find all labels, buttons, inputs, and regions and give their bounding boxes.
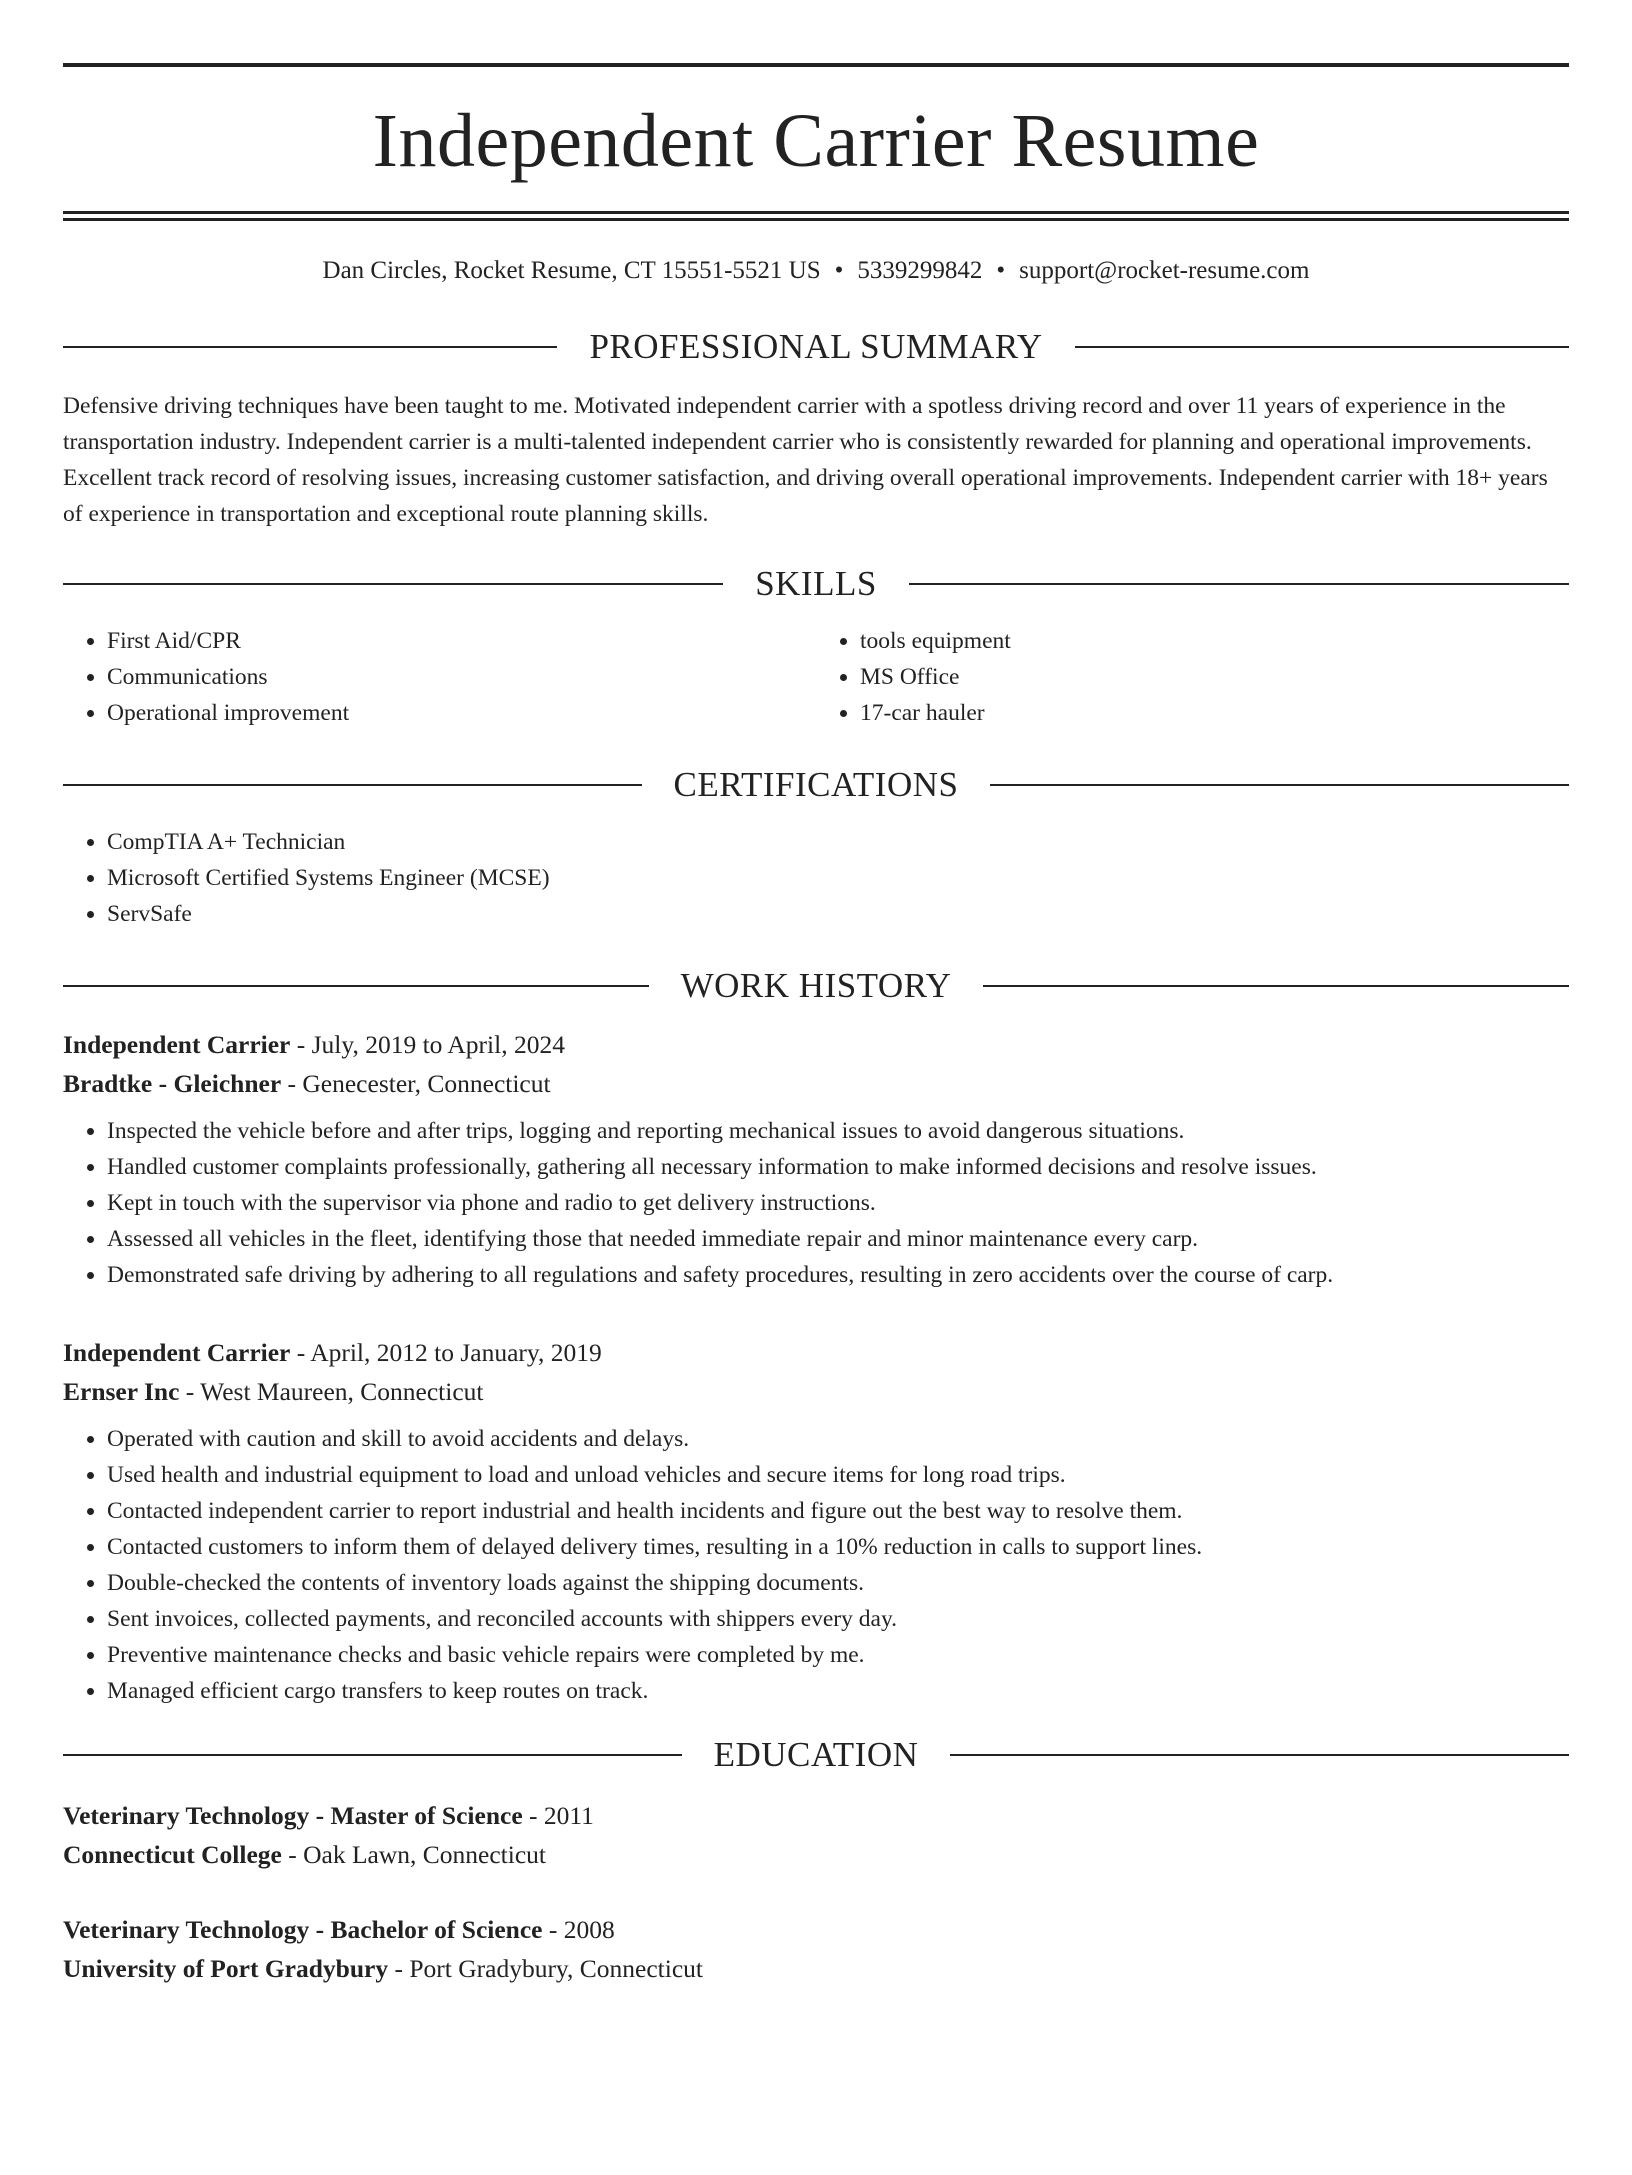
job-bullet: • Inspected the vehicle before and after trips, logging and reporting mechanical issues to avoid dangerous situations.	[107, 1113, 1569, 1149]
job-title: Independent Carrier	[63, 1338, 291, 1367]
education-degree-line	[63, 1910, 1569, 1949]
heading-rule-right	[950, 1754, 1569, 1756]
contact-phone: 5339299842	[857, 257, 983, 284]
skill-item: • 17-car hauler	[860, 695, 1569, 731]
work-history-heading-label: WORK HISTORY	[680, 966, 952, 1005]
heading-rule-right	[990, 784, 1569, 786]
job-entry	[63, 1025, 1569, 1293]
job-bullets	[63, 1421, 1569, 1709]
job-bullet: • Used health and industrial equipment to load and unload vehicles and secure items for long road trips.	[107, 1457, 1569, 1493]
job-bullet: • Kept in touch with the supervisor via phone and radio to get delivery instructions.	[107, 1185, 1569, 1221]
heading-rule-left	[63, 346, 557, 348]
heading-rule-left	[63, 985, 649, 987]
skill-item: • MS Office	[860, 659, 1569, 695]
certification-item: • Microsoft Certified Systems Engineer (MCSE)	[107, 860, 1569, 896]
certifications-heading	[63, 767, 1569, 802]
skills-list	[63, 623, 1569, 731]
education-year: - 2011	[522, 1801, 594, 1830]
job-company-line	[63, 1372, 1569, 1411]
job-bullet: • Demonstrated safe driving by adhering to all regulations and safety procedures, resulting in zero accidents over the course of carp.	[107, 1257, 1569, 1293]
education-entry	[63, 1910, 1569, 1988]
skill-item: • Communications	[107, 659, 816, 695]
job-title: Independent Carrier	[63, 1030, 291, 1059]
page-title: Independent Carrier Resume	[372, 99, 1260, 183]
job-company: Ernser Inc	[63, 1377, 180, 1406]
education-school: Connecticut College	[63, 1840, 282, 1869]
job-bullet: • Operated with caution and skill to avoid accidents and delays.	[107, 1421, 1569, 1457]
skills-heading-label: SKILLS	[755, 564, 877, 603]
skill-item: • tools equipment	[860, 623, 1569, 659]
heading-rule-left	[63, 784, 642, 786]
education-degree: Veterinary Technology - Bachelor of Science	[63, 1915, 543, 1944]
job-company: Bradtke - Gleichner	[63, 1069, 282, 1098]
education-degree-line	[63, 1796, 1569, 1835]
skills-column-right	[816, 623, 1569, 731]
certification-item: • ServSafe	[107, 896, 1569, 932]
skill-item: • Operational improvement	[107, 695, 816, 731]
summary-heading	[63, 329, 1569, 364]
heading-rule-left	[63, 583, 723, 585]
job-bullet: • Sent invoices, collected payments, and reconciled accounts with shippers every day.	[107, 1601, 1569, 1637]
work-history-heading	[63, 968, 1569, 1003]
heading-rule-right	[1075, 346, 1569, 348]
job-dates: - April, 2012 to January, 2019	[290, 1338, 602, 1367]
top-rule	[63, 63, 1569, 67]
education-heading	[63, 1737, 1569, 1772]
education-school: University of Port Gradybury	[63, 1954, 389, 1983]
heading-rule-left	[63, 1754, 682, 1756]
certifications-list	[63, 824, 1569, 932]
heading-rule-right	[909, 583, 1569, 585]
contact-separator: •	[834, 257, 844, 284]
job-title-line	[63, 1333, 1569, 1372]
education-location: - Oak Lawn, Connecticut	[281, 1840, 546, 1869]
job-bullet: • Preventive maintenance checks and basic vehicle repairs were completed by me.	[107, 1637, 1569, 1673]
job-location: - West Maureen, Connecticut	[179, 1377, 484, 1406]
summary-text: Defensive driving techniques have been taught to me. Motivated independent carrier with a spotless driving record and over 11 years of experience in the transportation industry. Independent carrier is a multi-talented independent carrier who is consistently rewarded for planning and operational improvements. Excellent track record of resolving issues, increasing customer satisfaction, and driving overall operational improvements. Independent carrier with 18+ years of experience in transportation and exceptional route planning skills.	[63, 393, 1548, 527]
resume-page	[0, 63, 1632, 2175]
certification-item: • CompTIA A+ Technician	[107, 824, 1569, 860]
education-degree: Veterinary Technology - Master of Science	[63, 1801, 523, 1830]
education-entry	[63, 1796, 1569, 1874]
education-year: - 2008	[542, 1915, 615, 1944]
education-location: - Port Gradybury, Connecticut	[388, 1954, 703, 1983]
contact-address: Dan Circles, Rocket Resume, CT 15551-5521 US	[322, 257, 821, 284]
heading-rule-right	[983, 985, 1569, 987]
education-school-line	[63, 1835, 1569, 1874]
job-bullet: • Contacted customers to inform them of delayed delivery times, resulting in a 10% reduction in calls to support lines.	[107, 1529, 1569, 1565]
skills-column-left	[63, 623, 816, 731]
job-entry	[63, 1333, 1569, 1709]
job-title-line	[63, 1025, 1569, 1064]
job-bullet: • Double-checked the contents of inventory loads against the shipping documents.	[107, 1565, 1569, 1601]
job-bullet: • Contacted independent carrier to report industrial and health incidents and figure out the best way to resolve them.	[107, 1493, 1569, 1529]
job-company-line	[63, 1064, 1569, 1103]
skills-heading	[63, 566, 1569, 601]
job-dates: - July, 2019 to April, 2024	[290, 1030, 565, 1059]
job-bullets	[63, 1113, 1569, 1293]
job-bullet: • Managed efficient cargo transfers to keep routes on track.	[107, 1673, 1569, 1709]
summary-heading-label: PROFESSIONAL SUMMARY	[589, 327, 1043, 366]
job-bullet: • Assessed all vehicles in the fleet, identifying those that needed immediate repair and minor maintenance every carp.	[107, 1221, 1569, 1257]
skill-item: • First Aid/CPR	[107, 623, 816, 659]
education-school-line	[63, 1949, 1569, 1988]
title-double-rule	[63, 211, 1569, 221]
job-location: - Genecester, Connecticut	[281, 1069, 551, 1098]
contact-line	[63, 257, 1569, 285]
job-bullet: • Handled customer complaints professionally, gathering all necessary information to make informed decisions and resolve issues.	[107, 1149, 1569, 1185]
contact-separator: •	[996, 257, 1006, 284]
education-heading-label: EDUCATION	[713, 1735, 919, 1774]
contact-email: support@rocket-resume.com	[1019, 257, 1310, 284]
certifications-heading-label: CERTIFICATIONS	[673, 765, 959, 804]
